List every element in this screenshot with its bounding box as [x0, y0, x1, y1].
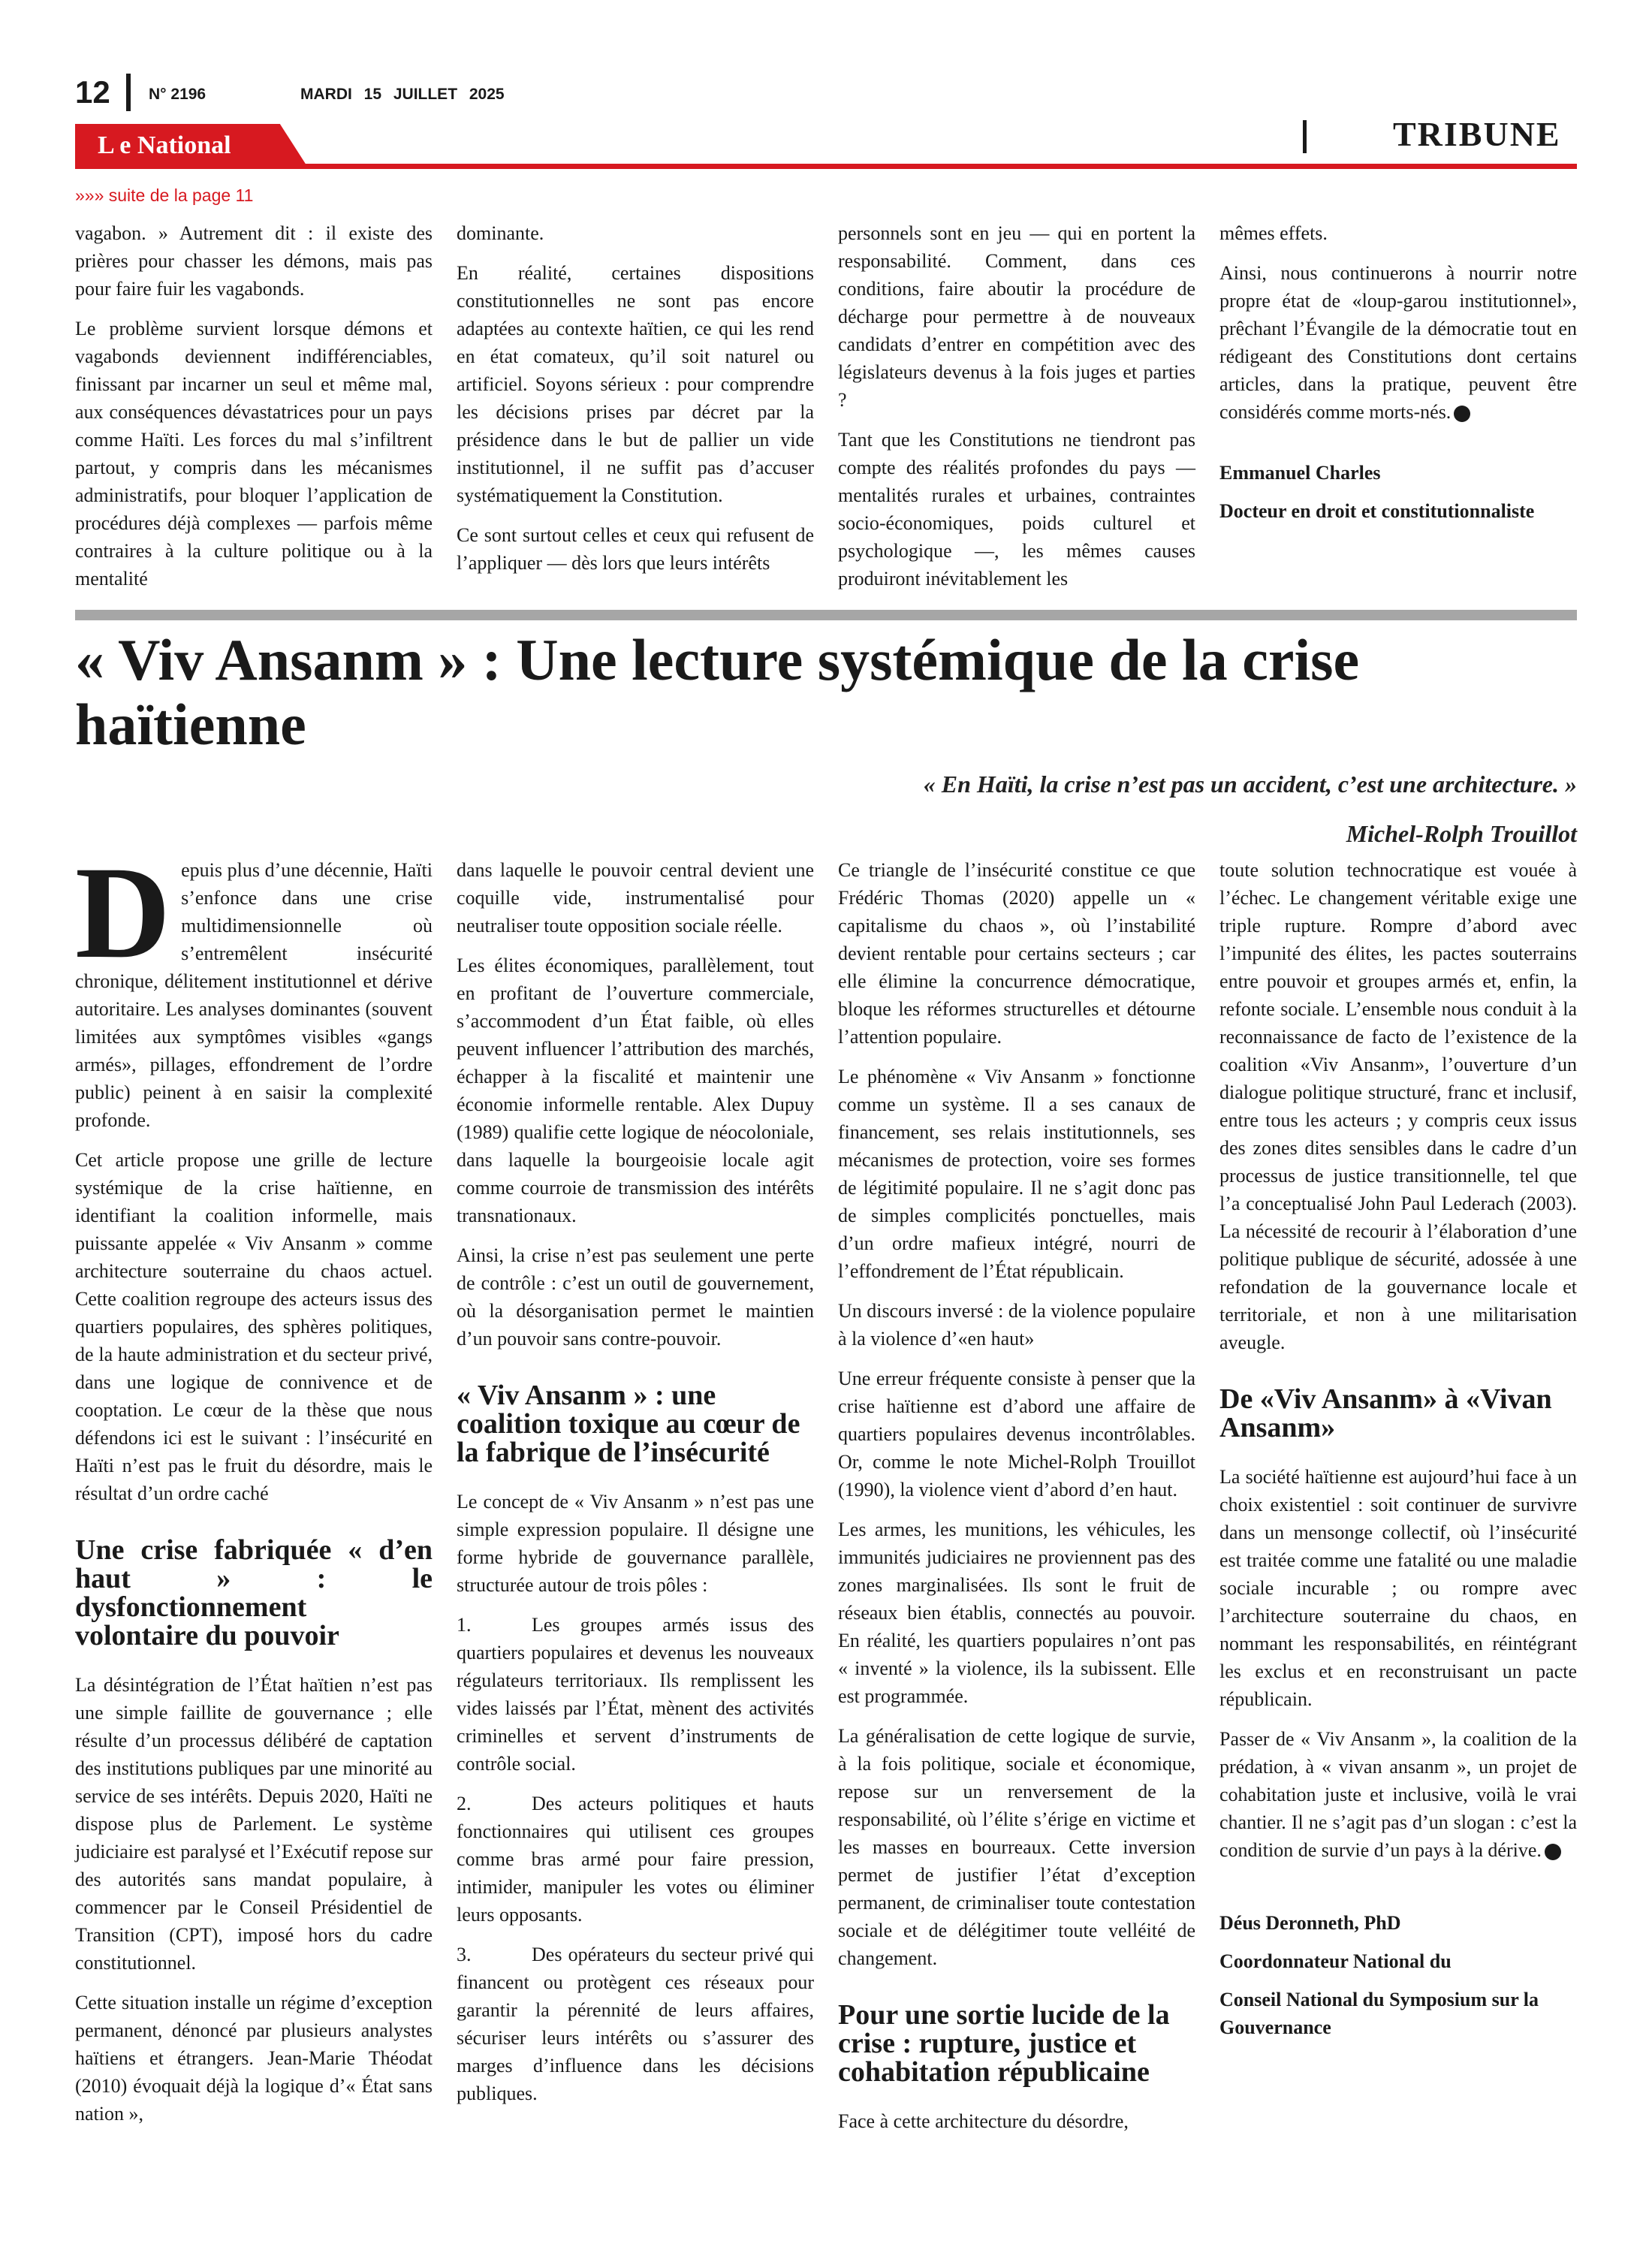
header-divider: [126, 74, 131, 111]
paragraph: Cette situation installe un régime d’exception permanent, dénoncé par plusieurs analystes haïtiens et étrangers. Jean-Marie Théodat (2010) évoquait déjà la logique d’« État sans nation »,: [75, 1992, 433, 2125]
end-of-article-icon: [1545, 1844, 1561, 1860]
article-column-1: [75, 840, 433, 2140]
list-item: [457, 1790, 814, 1929]
subheading: Pour une sortie lucide de la crise : rupture, justice et cohabitation républicaine: [838, 1999, 1170, 2088]
paragraph: [1219, 259, 1577, 426]
section-divider: [1303, 120, 1307, 153]
end-of-article-icon: [1454, 406, 1470, 422]
paragraph: [75, 840, 433, 1134]
paragraph: Le phénomène « Viv Ansanm » fonctionne comme un système. Il a ses canaux de financement, ses relais institutionnels, ses mécanismes de protection, voire ses formes de légitimité populaire. Il ne s’agit donc pas de simples complicités ponctuelles, mais d’un ordre mafieux intégré, nourri de l’effondrement de l’État républicain.: [838, 1066, 1195, 1282]
section-name: TRIBUNE: [1393, 115, 1561, 153]
list-number: 2.: [457, 1793, 472, 1814]
newspaper-logo: L e National: [98, 131, 231, 159]
article-column-4: [1219, 856, 1577, 2052]
list-item-text: Des opérateurs du secteur privé qui financent ou protègent ces réseaux pour garantir la pérennité de leurs affaires, sécuriser leurs intérêts ou s’assurer des marges d’influence dans les décisions publiques.: [457, 1944, 814, 2104]
list-number: 1.: [457, 1614, 472, 1636]
prev-article-signature: [1219, 459, 1577, 525]
list-item-text: Des acteurs politiques et hauts fonctionnaires qui utilisent ces groupes comme bras armé pour faire pression, intimider, manipuler les votes ou éliminer leurs opposants.: [457, 1793, 814, 1926]
paragraph: Les armes, les munitions, les véhicules, les immunités judiciaires ne proviennent pas des zones marginalisées. Ils sont le fruit de réseaux bien établis, connectés au pouvoir. En réalité, les quartiers populaires n’ont pas « inventé » la violence, ils la subissent. Elle est programmée.: [838, 1519, 1195, 1707]
paragraph: dominante.: [457, 222, 544, 244]
paragraph: Ce triangle de l’insécurité constitue ce que Frédéric Thomas (2020) appelle un « capitalisme du chaos », où l’instabilité devient rentable pour certains secteurs ; car elle élimine la concurrence démocratique, bloque les réformes structurelles et détourne l’attention populaire.: [838, 859, 1195, 1048]
paragraph-text: Ainsi, nous continuerons à nourrir notre propre état de «loup-garou institutionnel», prêchant l’Évangile de la démocratie tout en rédigeant des Constitutions dont certains articles, dans la pratique, peuvent être considérés comme morts-nés.: [1219, 262, 1577, 423]
paragraph: toute solution technocratique est vouée à l’échec. Le changement véritable exige une triple rupture. Rompre d’abord avec l’impunité des élites, les pactes souterrains entre pouvoir et groupes armés et, enfin, la refonte sociale. L’ensemble nous conduit à la reconnaissance de facto de l’existence de la coalition «Viv Ansanm», l’ouverture d’un dialogue politique structuré, franc et inclusif, entre tous les acteurs ; y compris ceux issus des zones dites sensibles dans le cadre d’un processus de justice transitionnelle, tel que l’a conceptualisé John Paul Lederach (2003). La nécessité de recourir à l’élaboration d’une politique publique de sécurité, adossée à une refondation de la gouvernance locale et territoriale, et non à une militarisation aveugle.: [1219, 859, 1577, 1353]
list-item: [457, 1941, 814, 2107]
prev-article-column-3: [838, 219, 1195, 605]
paragraph-text: Passer de « Viv Ansanm », la coalition de la prédation, à « vivan ansanm », un projet de cohabitation juste et inclusive, voilà le vrai chantier. Il ne s’agit pas d’un slogan : c’est la condition de survie d’un pays à la dérive.: [1219, 1728, 1577, 1861]
publication-date: MARDI 15 JUILLET 2025: [300, 86, 505, 103]
paragraph: Une erreur fréquente consiste à penser que la crise haïtienne est d’abord une affaire de quartiers populaires devenus incontrôlables. Or, comme le note Michel-Rolph Trouillot (1990), la violence vient d’abord d’en haut.: [838, 1368, 1195, 1500]
list-item: [457, 1611, 814, 1778]
paragraph: Ce sont surtout celles et ceux qui refusent de l’appliquer — dès lors que leurs intérêts: [457, 524, 814, 574]
subheading: Une crise fabriquée « d’en haut » : le dysfonctionnement volontaire du pouvoir: [75, 1534, 433, 1651]
author-title: Conseil National du Symposium sur la Gouvernance: [1219, 1989, 1539, 2038]
author-name: Emmanuel Charles: [1219, 462, 1381, 484]
paragraph: Un discours inversé : de la violence populaire à la violence d’«en haut»: [838, 1300, 1195, 1350]
issue-number: N° 2196: [149, 86, 206, 103]
author-title: Docteur en droit et constitutionnaliste: [1219, 500, 1535, 522]
author-name: Déus Deronneth, PhD: [1219, 1912, 1401, 1934]
list-number: 3.: [457, 1944, 472, 1965]
article-title: « Viv Ansanm » : Une lecture systémique de la crise haïtienne: [75, 627, 1360, 757]
author-title: Coordonnateur National du: [1219, 1950, 1452, 1972]
prev-article-column-2: [457, 219, 814, 589]
paragraph: Le concept de « Viv Ansanm » n’est pas une simple expression populaire. Il désigne une forme hybride de gouvernance parallèle, structurée autour de trois pôles :: [457, 1491, 814, 1596]
paragraph: La désintégration de l’État haïtien n’est pas une simple faillite de gouvernance ; elle résulte d’un processus délibéré de captation des institutions publiques par une minorité au service de ses intérêts. Depuis 2020, Haïti ne dispose plus de Parlement. Le système judiciaire est paralysé et l’Exécutif repose sur des autorités sans mandat populaire, à commencer par le Conseil Présidentiel de Transition (CPT), imposé hors du cadre constitutionnel.: [75, 1674, 433, 1974]
prev-article-column-1: [75, 219, 433, 605]
header-red-rule: [75, 164, 1577, 169]
paragraph: La généralisation de cette logique de survie, à la fois politique, sociale et économique, repose sur un renversement de la responsabilité, où l’élite s’érige en victime et les masses en bourreaux. Cette inversion permet de justifier l’état d’exception permanent, de criminaliser toute contestation sociale et de délégitimer toute velléité de changement.: [838, 1725, 1195, 1969]
paragraph: Cet article propose une grille de lecture systémique de la crise haïtienne, en identifiant la coalition informelle, mais puissante appelée « Viv Ansanm » comme architecture souterraine du chaos actuel. Cette coalition regroupe des acteurs issus des quartiers populaires, des sphères politiques, de la haute administration et du secteur privé, dans une logique de connivence et de cooptation. Le cœur de la thèse que nous défendons ici est le suivant : l’insécurité en Haïti n’est pas le fruit du désordre, mais le résultat d’un ordre caché: [75, 1149, 433, 1504]
prev-article-column-4: [1219, 219, 1577, 535]
article-column-3: [838, 856, 1195, 2147]
list-item-text: Les groupes armés issus des quartiers populaires et devenus les nouveaux régulateurs territoriaux. Ils remplissent les vides laissés par l’État, mènent des activités criminelles et servent d’instruments de contrôle social.: [457, 1614, 814, 1775]
paragraph: Tant que les Constitutions ne tiendront pas compte des réalités profondes du pays — mentalités rurales et urbaines, contraintes socio-économiques, poids culturel et psychologique —, les mêmes causes produiront inévitablement les: [838, 429, 1195, 590]
article-signature: [1219, 1909, 1577, 2041]
paragraph: Ainsi, la crise n’est pas seulement une perte de contrôle : c’est un outil de gouvernement, où la désorganisation permet le maintien d’un pouvoir sans contre-pouvoir.: [457, 1244, 814, 1350]
paragraph: Face à cette architecture du désordre,: [838, 2110, 1129, 2132]
epigraph-quote: « En Haïti, la crise n’est pas un accident, c’est une architecture. »: [923, 771, 1577, 798]
paragraph: Les élites économiques, parallèlement, tout en profitant de l’ouverture commerciale, s’accommodent d’un État faible, où elles peuvent influencer l’attribution des marchés, échapper à la fiscalité et maintenir une économie informelle rentable. Alex Dupuy (1989) qualifie cette logique de néocoloniale, dans laquelle la bourgeoisie locale agit comme courroie de transmission des intérêts transnationaux.: [457, 955, 814, 1226]
paragraph: En réalité, certaines dispositions constitutionnelles ne sont pas encore adaptées au contexte haïtien, ce qui les rend en état comateux, qu’il soit naturel ou artificiel. Soyons sérieux : pour comprendre les décisions prises par décret par la présidence dans le but de pallier un vide institutionnel, il ne suffit pas d’accuser systématiquement la Constitution.: [457, 262, 814, 506]
paragraph: dans laquelle le pouvoir central devient une coquille vide, instrumentalisé pour neutraliser toute opposition sociale réelle.: [457, 859, 814, 936]
epigraph-author: Michel-Rolph Trouillot: [1346, 820, 1577, 847]
continued-from-link[interactable]: »»» suite de la page 11: [75, 185, 254, 205]
subheading: « Viv Ansanm » : une coalition toxique au cœur de la fabrique de l’insécurité: [457, 1380, 800, 1468]
drop-cap: D: [75, 840, 171, 986]
paragraph: La société haïtienne est aujourd’hui face à un choix existentiel : soit continuer de survivre dans un mensonge collectif, où l’insécurité est traitée comme une fatalité ou une maladie sociale incurable ; ou rompre avec l’architecture souterraine du chaos, en nommant les responsabilités, en réintégrant les exclus et en reconstruisant un pacte républicain.: [1219, 1466, 1577, 1710]
paragraph: personnels sont en jeu — qui en portent la responsabilité. Comment, dans ces conditions, faire aboutir la procédure de décharge pour permettre à de nouveaux candidats d’entrer en compétition avec des législateurs devenus à la fois juges et parties ?: [838, 222, 1195, 411]
paragraph: vagabon. » Autrement dit : il existe des prières pour chasser les démons, mais pas pour faire fuir les vagabonds.: [75, 222, 433, 300]
subheading: De «Viv Ansanm» à «Vivan Ansanm»: [1219, 1383, 1552, 1443]
paragraph-text: epuis plus d’une décennie, Haïti s’enfonce dans une crise multidimensionnelle où s’entremêlent insécurité chronique, délitement institutionnel et dérive autoritaire. Les analyses dominantes (souvent limitées aux symptômes visibles «gangs armés», pillages, effondrement de l’ordre public) peinent à en saisir la complexité profonde.: [75, 859, 433, 1131]
paragraph: [1219, 1725, 1577, 1864]
article-separator: [75, 610, 1577, 620]
paragraph: mêmes effets.: [1219, 222, 1328, 244]
article-column-2: [457, 856, 814, 2119]
paragraph: Le problème survient lorsque démons et vagabonds deviennent indifférenciables, finissant par incarner un seul et même mal, aux conséquences dévastatrices pour un pays comme Haïti. Les forces du mal s’infiltrent partout, y compris dans les mécanismes administratifs, pour bloquer l’application de procédures déjà complexes — parfois même contraires à la culture politique ou à la mentalité: [75, 318, 433, 590]
page-number: 12: [75, 74, 110, 110]
